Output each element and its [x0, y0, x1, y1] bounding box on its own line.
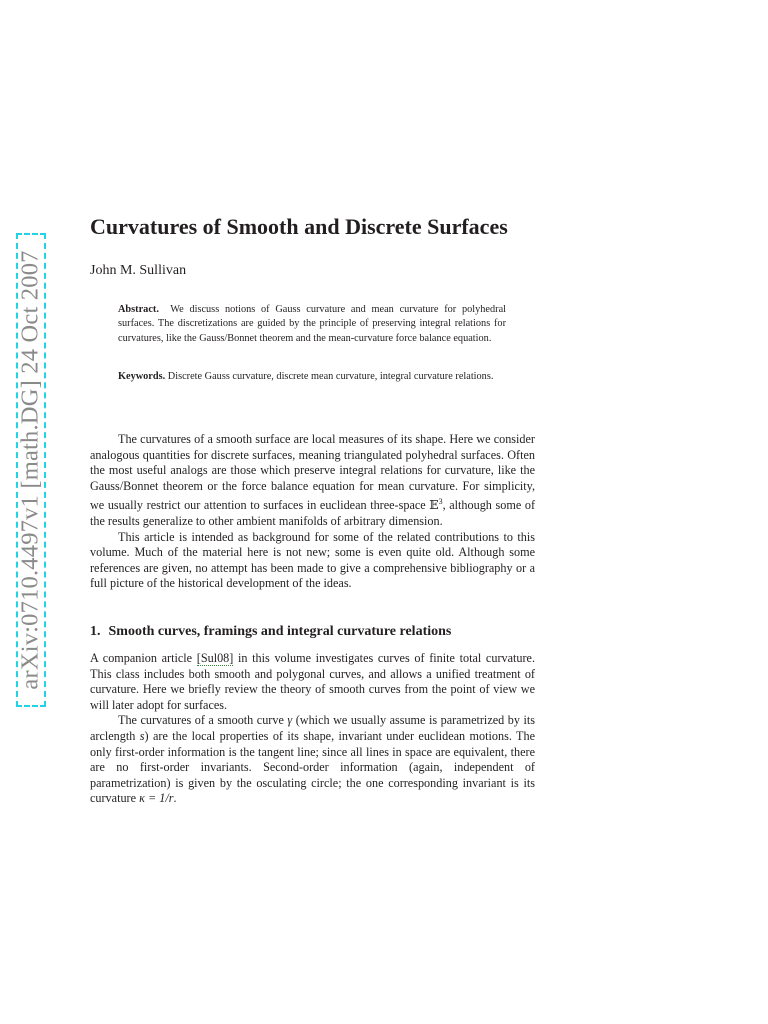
s1-p1-text-end: in this volume investigates curves of finite total curvature. This class includes both smooth and polygonal curves, and allows a unified treatment of curvature. Here we briefly review the theory of smooth curves from the point of view we will later adopt for surfaces.	[90, 651, 535, 712]
introduction	[90, 432, 535, 592]
abstract-text: We discuss notions of Gauss curvature and mean curvature for polyhedral surfaces. The discretizations are guided by the principle of preserving integral relations for curvatures, like the Gauss/Bonnet theorem and the mean-curvature force balance equation.	[118, 304, 506, 344]
paper-title: Curvatures of Smooth and Discrete Surfaces	[90, 214, 508, 239]
arxiv-identifier: arXiv:0710.4497v1 [math.DG] 24 Oct 2007	[17, 250, 44, 690]
s1-p2-text-c: ) are the local properties of its shape, invariant under euclidean motions. The only first-order information is the tangent line; since all lines in space are equivalent, there are no first-order invariants. Second-order information (again, independent of parametrization) is given by the osculating circle; the one corresponding invariant is its curvature	[90, 728, 536, 806]
intro-p1-text-end: , although some of the results generalize to other ambient manifolds of arbitrary dimension.	[90, 498, 535, 529]
s-symbol: s	[139, 728, 145, 743]
abstract	[118, 303, 506, 346]
intro-paragraph-1	[90, 432, 535, 530]
section-number: 1.	[90, 624, 101, 639]
s1-p2-text-b: (which we usually assume is parametrized by its arclength	[90, 713, 535, 743]
intro-p1-text: The curvatures of a smooth surface are local measures of its shape. Here we consider analogous quantities for discrete surfaces, meaning triangulated polyhedral surfaces. Often the most useful analogs are those which preserve integral relations for curvature, like the Gauss/Bonnet theorem or the force balance equation for mean curvature. For simplicity, we usually restrict our attention to surfaces in euclidean three-space 𝔼	[90, 432, 535, 513]
author-name: John M. Sullivan	[90, 263, 187, 278]
keywords	[118, 370, 506, 384]
abstract-label: Abstract.	[118, 304, 159, 315]
intro-paragraph-2: This article is intended as background for some of the related contributions to this volume. Much of the material here is not new; some is even quite old. Although some references are given, no attempt has been made to give a comprehensive bibliography or a full picture of the historical development of the ideas.	[90, 529, 535, 591]
s1-p2-text-a: The curvatures of a smooth curve	[118, 713, 288, 728]
section-1-paragraph-1	[90, 651, 535, 713]
curvature-formula: κ = 1/r	[139, 791, 174, 806]
gamma-symbol: γ	[287, 713, 293, 728]
s1-p2-text-d: .	[173, 791, 177, 806]
keywords-text: Discrete Gauss curvature, discrete mean curvature, integral curvature relations.	[167, 371, 494, 382]
section-1-heading	[90, 624, 451, 640]
section-title: Smooth curves, framings and integral curvature relations	[108, 624, 452, 639]
keywords-label: Keywords.	[118, 371, 166, 382]
arxiv-stamp	[16, 233, 46, 707]
section-1-body	[90, 651, 535, 807]
section-1-paragraph-2	[90, 713, 535, 807]
superscript-3: 3	[438, 497, 443, 507]
s1-p1-text: A companion article	[90, 651, 197, 665]
citation-link-sul08[interactable]: [Sul08]	[196, 651, 234, 665]
